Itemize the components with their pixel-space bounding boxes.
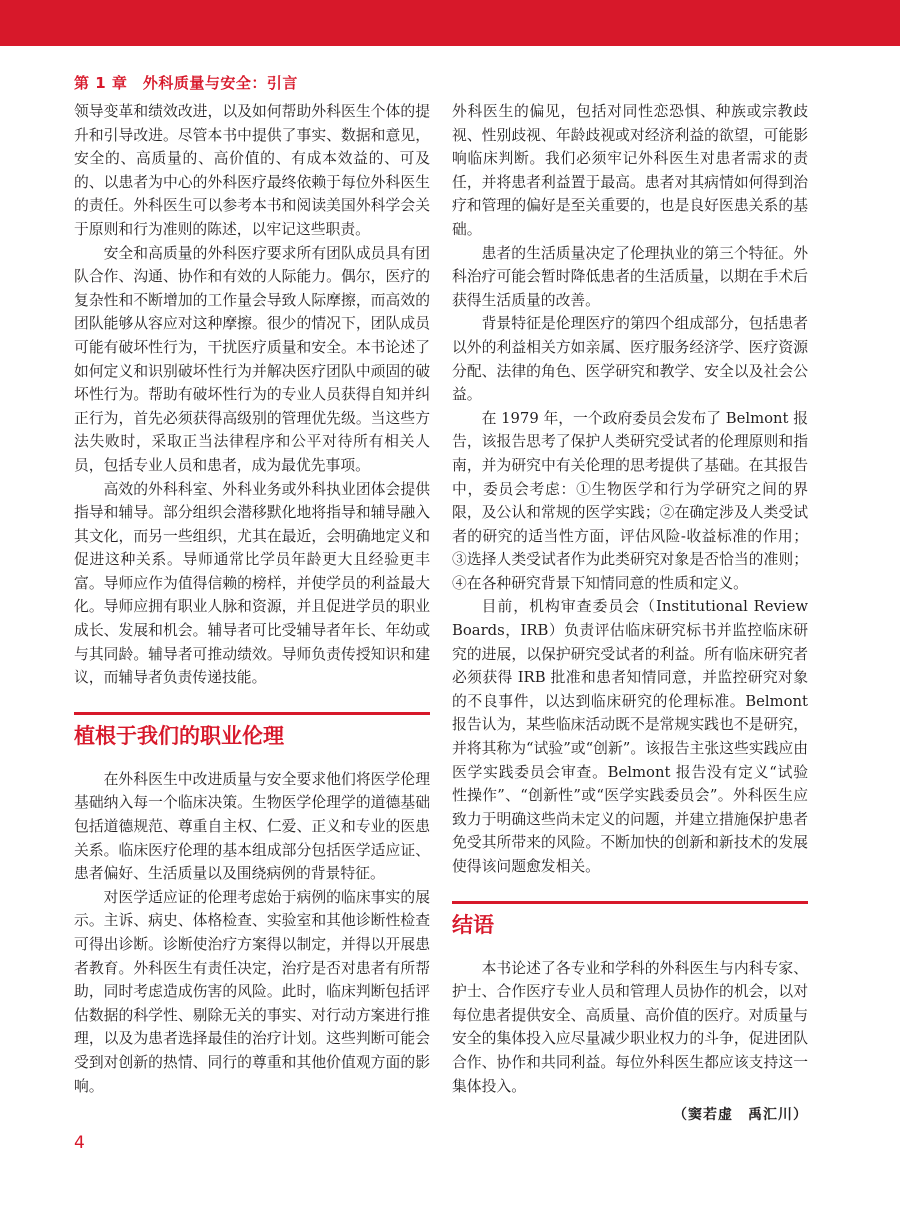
section-heading-ethics (74, 690, 430, 768)
section-rule (74, 712, 430, 715)
body-paragraph: 对医学适应证的伦理考虑始于病例的临床事实的展示。主诉、病史、体格检查、实验室和其他诊断性检查可得出诊断。诊断使治疗方案得以制定，并得以开展患者教育。外科医生有责任决定，治疗是否对患者有所帮助，同时考虑造成伤害的风险。此时，临床判断包括评估数据的科学性、剔除无关的事实、对行动方案进行推理，以及为患者选择最佳的治疗计划。这些判断可能会受到对创新的热情、同行的尊重和其他价值观方面的影响。 (74, 888, 430, 1095)
body-paragraph: 本书论述了各专业和学科的外科医生与内科专家、护士、合作医疗专业人员和管理人员协作的机会，以对每位患者提供安全、高质量、高价值的医疗。对质量与安全的集体投入应尽量减少职业权力的斗争，促进团队合作、协作和共同利益。每位外科医生都应该支持这一集体投入。 (452, 959, 808, 1095)
section-rule (452, 901, 808, 904)
body-paragraph: 领导变革和绩效改进，以及如何帮助外科医生个体的提升和引导改进。尽管本书中提供了事实、数据和意见，安全的、高质量的、高价值的、有成本效益的、可及的、以患者为中心的外科医疗最终依赖于每位外科医生的责任。外科医生可以参考本书和阅读美国外科学会关于原则和行为准则的陈述，以牢记这些职责。 (74, 103, 430, 238)
section-heading-conclusion (452, 879, 808, 957)
body-paragraph: 目前，机构审查委员会（Institutional Review Boards，IRB）负责评估临床研究标书并监控临床研究的进展，以保护研究受试者的利益。所有临床研究者必须获得 IRB 批准和患者知情同意，并监控研究对象的不良事件，以达到临床研究的伦理标准。Belmont 报告认为，某些临床活动既不是常规实践也不是研究，并将其称为“试验”或“创新”。该报告主张这些实践应由医学实践委员会审查。Belmont 报告没有定义“试验性操作”、“创新性”或“医学实践委员会”。外科医生应致力于明确这些尚未定义的问题，并建立措施保护患者免受其所带来的风险。不断加快的创新和新技术的发展使得该问题愈发相关。 (452, 598, 808, 875)
body-paragraph: 安全和高质量的外科医疗要求所有团队成员具有团队合作、沟通、协作和有效的人际能力。偶尔，医疗的复杂性和不断增加的工作量会导致人际摩擦，而高效的团队能够从容应对这种摩擦。很少的情况下，团队成员可能有破坏性行为，干扰医疗质量和安全。本书论述了如何定义和识别破坏性行为并解决医疗团队中顽固的破坏性行为。帮助有破坏性行为的专业人员获得自知并纠正行为，首先必须获得高级别的管理优先级。当这些方法失败时，采取正当法律程序和公平对待所有相关人员，包括专业人员和患者，成为最优先事项。 (74, 244, 430, 474)
author-credit: （窦若虚 禹汇川） (673, 1107, 808, 1124)
body-paragraph: 高效的外科科室、外科业务或外科执业团体会提供指导和辅导。部分组织会潜移默化地将指导和辅导融入其文化，而另一些组织，尤其在最近，会明确地定义和促进这种关系。导师通常比学员年龄更大且经验更丰富。导师应作为值得信赖的榜样，并使学员的利益最大化。导师应拥有职业人脉和资源，并且促进学员的职业成长、发展和机会。辅导者可比受辅导者年长、年幼或与其同龄。辅导者可推动绩效。导师负责传授知识和建议，而辅导者负责传递技能。 (74, 480, 430, 687)
body-paragraph: 在外科医生中改进质量与安全要求他们将医学伦理基础纳入每一个临床决策。生物医学伦理学的道德基础包括道德规范、尊重自主权、仁爱、正义和专业的医患关系。临床医疗伦理的基本组成部分包括医学适应证、患者偏好、生活质量以及围绕病例的背景特征。 (74, 770, 430, 883)
left-column (74, 100, 430, 1098)
body-paragraph: 在 1979 年，一个政府委员会发布了 Belmont 报告，该报告思考了保护人类研究受试者的伦理原则和指南，并为研究中有关伦理的思考提供了基础。在其报告中，委员会考虑：①生物医学和行为学研究之间的界限，及公认和常规的医学实践；②在确定涉及人类受试者的研究的适当性方面，评估风险-收益标准的作用；③选择人类受试者作为此类研究对象是否恰当的准则；④在各种研究背景下知情同意的性质和定义。 (452, 409, 809, 592)
page-number: 4 (74, 1133, 85, 1153)
body-paragraph: 外科医生的偏见，包括对同性恋恐惧、种族或宗教歧视、性别歧视、年龄歧视或对经济利益的欲望，可能影响临床判断。我们必须牢记外科医生对患者需求的责任，并将患者利益置于最高。患者对其病情如何得到治疗和管理的偏好是至关重要的，也是良好医患关系的基础。 (452, 103, 808, 238)
right-column (452, 100, 808, 1124)
section-title: 结语 (452, 912, 494, 937)
body-paragraph: 背景特征是伦理医疗的第四个组成部分，包括患者以外的利益相关方如亲属、医疗服务经济学、医疗资源分配、法律的角色、医学研究和教学、安全以及社会公益。 (452, 315, 808, 404)
section-title: 植根于我们的职业伦理 (74, 723, 284, 748)
header-color-bar (0, 0, 900, 46)
body-paragraph: 患者的生活质量决定了伦理执业的第三个特征。外科治疗可能会暂时降低患者的生活质量，以期在手术后获得生活质量的改善。 (452, 244, 808, 309)
chapter-title: 第 1 章 外科质量与安全：引言 (74, 74, 298, 92)
